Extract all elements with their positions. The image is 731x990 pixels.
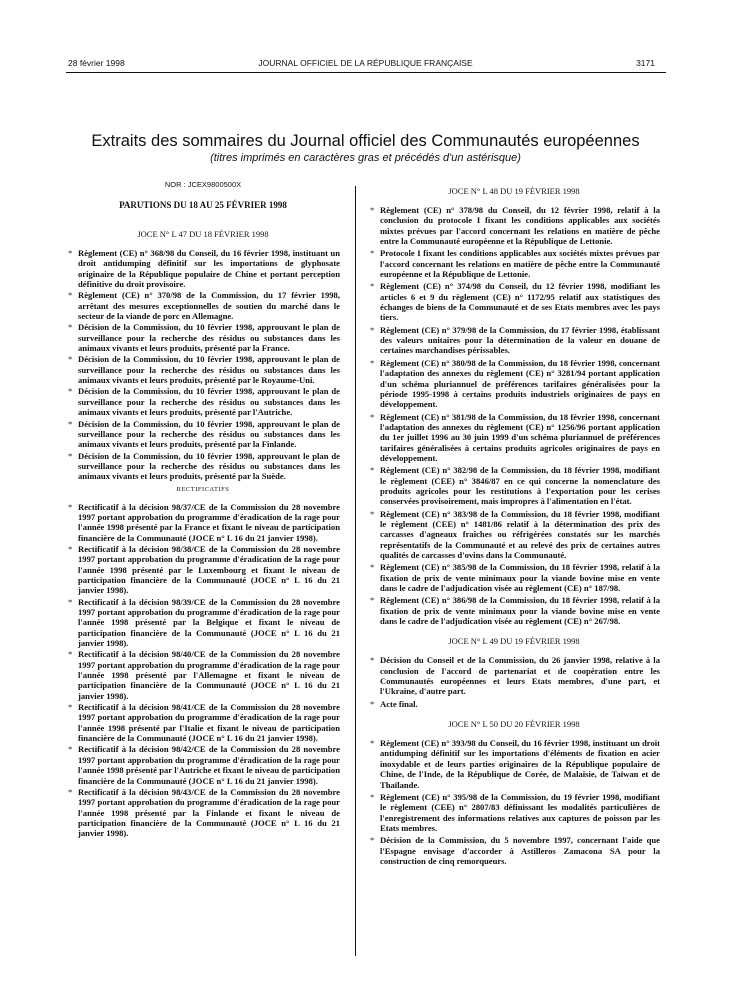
list-item (368, 562, 660, 593)
asterisk-marker: * (370, 508, 375, 519)
parutions-heading: PARUTIONS DU 18 AU 25 FÉVRIER 1998 (119, 200, 287, 210)
list-item-text: Règlement (CE) n° 382/98 de la Commission, du 18 février 1998, modifiant le règlement (CEE) n° 3846/87 en ce qui concerne la nomenclature des produits agricoles pour les restitutions à l'exportation pour les cerises conservées provisoirement, mais impropres à l'alimentation en l'état. (380, 465, 660, 507)
list-item (368, 248, 660, 279)
asterisk-marker: * (370, 595, 375, 606)
asterisk-marker: * (370, 655, 375, 666)
right-column (368, 186, 660, 868)
list-item (66, 597, 340, 649)
header-date: 28 février 1998 (68, 58, 125, 68)
list-item-text: Rectificatif à la décision 98/41/CE de la Commission du 28 novembre 1997 portant approbation du programme d'éradication de la rage pour l'année 1998 présenté par l'Italie et fixant le niveau de participation financière de la Communauté (JOCE n° L 16 du 21 janvier 1998). (78, 702, 340, 744)
list-item-text: Rectificatif à la décision 98/37/CE de la Commission du 28 novembre 1997 portant approbation du programme d'éradication de la rage pour l'année 1998 présenté par la France et fixant le niveau de participation financière de la Communauté (JOCE n° L 16 du 21 janvier 1998). (78, 501, 340, 543)
list-item (368, 205, 660, 246)
list-item-text: Décision de la Commission, du 10 février 1998, approuvant le plan de surveillance pour la recherche des résidus ou substances dans les animaux vivants et leurs produits, présenté par la Finlande. (78, 418, 340, 450)
list-item-text: Règlement (CE) n° 368/98 du Conseil, du 16 février 1998, instituant un droit antidumping définitif sur les importations de glyphosate originaire de la République populaire de Chine et portant perception définitive du droit provisoire. (78, 248, 340, 290)
list-item-text: Règlement (CE) n° 378/98 du Conseil, du 12 février 1998, relatif à la conclusion du protocole I fixant les conditions applicables aux sociétés mixtes prévues par l'accord concernant les relations en matière de pêche entre la Communauté européenne et la République de Lettonie. (380, 205, 660, 247)
header-journal: JOURNAL OFFICIEL DE LA RÉPUBLIQUE FRANÇAISE (258, 58, 473, 68)
list-item (368, 738, 660, 790)
nor-reference: NOR : JCEX9800500X (164, 180, 242, 189)
list-l50 (368, 738, 660, 866)
asterisk-marker: * (370, 562, 375, 573)
list-l48 (368, 205, 660, 626)
list-item (368, 655, 660, 696)
list-item-text: Rectificatif à la décision 98/40/CE de la Commission du 28 novembre 1997 portant approbation du programme d'éradication de la rage pour l'année 1998 présenté par l'Allemagne et fixant le niveau de participation financière de la Communauté (JOCE n° L 16 du 21 janvier 1998). (78, 649, 340, 701)
list-item-text: Règlement (CE) n° 385/98 de la Commission, du 18 février 1998, relatif à la fixation de prix de vente minimaux pour la viande bovine mise en vente dans le cadre de l'adjudication visée au règlement (CE) n° 187/98. (380, 562, 660, 594)
list-item-text: Règlement (CE) n° 383/98 de la Commission, du 18 février 1998, modifiant le règlement (CEE) n° 1481/86 relatif à la détermination des prix des carcasses d'agneaux fraîches ou réfrigérées constatés sur les marchés représentatifs de la Communauté et au relevé des prix de certaines autres qualités de carcasses d'ovins dans la Communauté. (380, 508, 660, 560)
list-item (66, 290, 340, 321)
list-item (66, 451, 340, 482)
list-item-text: Règlement (CE) n° 380/98 de la Commission, du 18 février 1998, concernant l'adaptation des annexes du règlement (CE) n° 3281/94 portant application d'un schéma pluriannuel de préférences tarifaires généralisées pour la période 1995-1998 à certains produits industriels originaires de pays en développement. (380, 357, 660, 410)
list-item (368, 325, 660, 356)
asterisk-marker: * (68, 596, 73, 607)
list-item-text: Décision du Conseil et de la Commission, du 26 janvier 1998, relative à la conclusion de l'accord de partenariat et de coopération entre les Communautés européennes et leurs Etats membres, d'une part, et l'Ukraine, d'autre part. (380, 655, 660, 697)
list-item (368, 792, 660, 833)
list-item-text: Rectificatif à la décision 98/43/CE de la Commission du 28 novembre 1997 portant approbation du programme d'éradication de la rage pour l'année 1998 présenté par la Finlande et fixant le niveau de participation financière de la Communauté (JOCE n° L 16 du 21 janvier 1998). (78, 786, 340, 839)
list-item (66, 744, 340, 785)
list-item-text: Acte final. (380, 698, 418, 709)
left-column (66, 180, 340, 840)
list-item-text: Rectificatif à la décision 98/42/CE de la Commission du 28 novembre 1997 portant approbation du programme d'éradication de la rage pour l'année 1998 présenté par l'Autriche et fixant le niveau de participation financière de la Communauté (JOCE n° L 16 du 21 janvier 1998). (78, 744, 340, 786)
list-item (368, 835, 660, 866)
list-item-text: Règlement (CE) n° 370/98 de la Commission, du 17 février 1998, arrêtant des mesures exceptionnelles de soutien du marché dans le secteur de la viande de porc en Allemagne. (78, 290, 340, 322)
list-l49 (368, 655, 660, 709)
asterisk-marker: * (68, 450, 73, 461)
list-item-text: Rectificatif à la décision 98/38/CE de la Commission du 28 novembre 1997 portant approbation du programme d'éradication de la rage pour l'année 1998 présenté par le Luxembourg et fixant le niveau de participation financière de la Communauté (JOCE n° L 16 du 21 janvier 1998). (78, 543, 340, 596)
page-title: Extraits des sommaires du Journal officiel des Communautés européennes (91, 132, 640, 150)
list-item-text: Règlement (CE) n° 381/98 de la Commission, du 18 février 1998, concernant l'adaptation des annexes du règlement (CE) n° 1256/96 portant application du 1er juillet 1996 au 30 juin 1999 d'un schéma pluriannuel de préférences tarifaires généralisées à certains produits agricoles originaires de pays en développement. (380, 411, 660, 463)
list-item (368, 595, 660, 626)
asterisk-marker: * (370, 205, 375, 215)
section-heading-l48: JOCE N° L 48 DU 19 FÉVRIER 1998 (448, 186, 580, 196)
list-item (66, 248, 340, 289)
asterisk-marker: * (68, 248, 73, 258)
column-divider (355, 186, 356, 956)
asterisk-marker: * (370, 698, 375, 709)
list-item (66, 502, 340, 543)
asterisk-marker: * (68, 322, 73, 333)
page-subtitle: (titres imprimés en caractères gras et précédés d'un astérisque) (210, 152, 521, 164)
section-heading-l50: JOCE N° L 50 DU 20 FÉVRIER 1998 (448, 719, 580, 730)
page-header (0, 58, 731, 72)
list-l47 (66, 248, 340, 482)
list-item (66, 702, 340, 743)
list-item-text: Décision de la Commission, du 10 février 1998, approuvant le plan de surveillance pour la recherche des résidus ou substances dans les animaux vivants et leurs produits, présenté par la Suède. (78, 450, 340, 482)
list-item (66, 649, 340, 701)
asterisk-marker: * (370, 411, 375, 422)
asterisk-marker: * (370, 281, 375, 292)
asterisk-marker: * (370, 465, 375, 476)
list-item-text: Rectificatif à la décision 98/39/CE de la Commission du 28 novembre 1997 portant approbation du programme d'éradication de la rage pour l'année 1998 présenté par la Belgique et fixant le niveau de participation financière de la Communauté (JOCE n° L 16 du 21 janvier 1998). (78, 596, 340, 649)
asterisk-marker: * (68, 386, 73, 397)
section-heading-l49: JOCE N° L 49 DU 19 FÉVRIER 1998 (448, 636, 580, 647)
list-item (66, 787, 340, 839)
asterisk-marker: * (370, 324, 375, 335)
list-item-text: Règlement (CE) n° 374/98 du Conseil, du 12 février 1998, modifiant les articles 6 et 9 du règlement (CE) n° 1172/95 relatif aux statistiques des échanges de biens de la Communauté et de ses Etats membres avec les pays tiers. (380, 281, 660, 323)
list-item-text: Règlement (CE) n° 393/98 du Conseil, du 16 février 1998, instituant un droit antidumping définitif sur les importations d'éléments de fixation en acier inoxydable et de leurs parties originaires de la République populaire de Chine, de l'Inde, de la République de Corée, de Malaisie, de Taïwan et de Thaïlande. (380, 738, 660, 790)
list-item-text: Règlement (CE) n° 379/98 de la Commission, du 17 février 1998, établissant des valeurs unitaires pour la détermination de la valeur en douane de certaines marchandises périssables. (380, 324, 660, 356)
list-item (66, 322, 340, 353)
list-item (368, 465, 660, 506)
section-heading-rectificatifs: RECTIFICATIFS (176, 485, 230, 493)
list-item (66, 386, 340, 417)
asterisk-marker: * (68, 418, 73, 429)
list-item-text: Protocole I fixant les conditions applicables aux sociétés mixtes prévues par l'accord concernant les relations en matière de pêche entre la Communauté européenne et la République de Lettonie. (380, 248, 660, 280)
list-item (368, 412, 660, 464)
section-heading-l47: JOCE N° L 47 DU 18 FÉVRIER 1998 (137, 229, 269, 239)
asterisk-marker: * (68, 649, 73, 660)
asterisk-marker: * (370, 738, 375, 749)
asterisk-marker: * (68, 354, 73, 365)
list-item-text: Règlement (CE) n° 395/98 de la Commission, du 19 février 1998, modifiant le règlement (CEE) n° 2807/83 définissant les modalités particulières de l'enregistrement des informations relatives aux captures de poisson par les Etats membres. (380, 791, 660, 833)
list-item (66, 354, 340, 385)
asterisk-marker: * (370, 791, 375, 802)
asterisk-marker: * (68, 501, 73, 512)
asterisk-marker: * (68, 290, 73, 301)
asterisk-marker: * (370, 357, 375, 368)
list-rectificatifs (66, 502, 340, 839)
list-item (368, 358, 660, 410)
asterisk-marker: * (68, 702, 73, 713)
asterisk-marker: * (370, 248, 375, 259)
asterisk-marker: * (68, 543, 73, 554)
list-item (368, 699, 660, 709)
list-item-text: Décision de la Commission, du 5 novembre 1997, concernant l'aide que l'Espagne envisage d'accorder à Astilleros Zamacona SA pour la construction de cinq remorqueurs. (380, 835, 660, 866)
asterisk-marker: * (68, 786, 73, 797)
list-item-text: Décision de la Commission, du 10 février 1998, approuvant le plan de surveillance pour la recherche des résidus ou substances dans les animaux vivants et leurs produits, présenté par la France. (78, 322, 340, 354)
asterisk-marker: * (370, 835, 375, 846)
asterisk-marker: * (68, 744, 73, 755)
header-rule (66, 72, 666, 73)
list-item (66, 544, 340, 596)
list-item (368, 281, 660, 322)
list-item (368, 509, 660, 561)
list-item-text: Règlement (CE) n° 386/98 de la Commission, du 18 février 1998, relatif à la fixation de prix de vente minimaux pour la viande bovine mise en vente dans le cadre de l'adjudication visée au règlement (CE) n° 267/98. (380, 595, 660, 627)
list-item-text: Décision de la Commission, du 10 février 1998, approuvant le plan de surveillance pour la recherche des résidus ou substances dans les animaux vivants et leurs produits, présenté par le Royaume-Uni. (78, 354, 340, 386)
page-number: 3171 (636, 58, 655, 68)
list-item-text: Décision de la Commission, du 10 février 1998, approuvant le plan de surveillance pour la recherche des résidus ou substances dans les animaux vivants et leurs produits, présenté par l'Autriche. (78, 386, 340, 418)
list-item (66, 419, 340, 450)
